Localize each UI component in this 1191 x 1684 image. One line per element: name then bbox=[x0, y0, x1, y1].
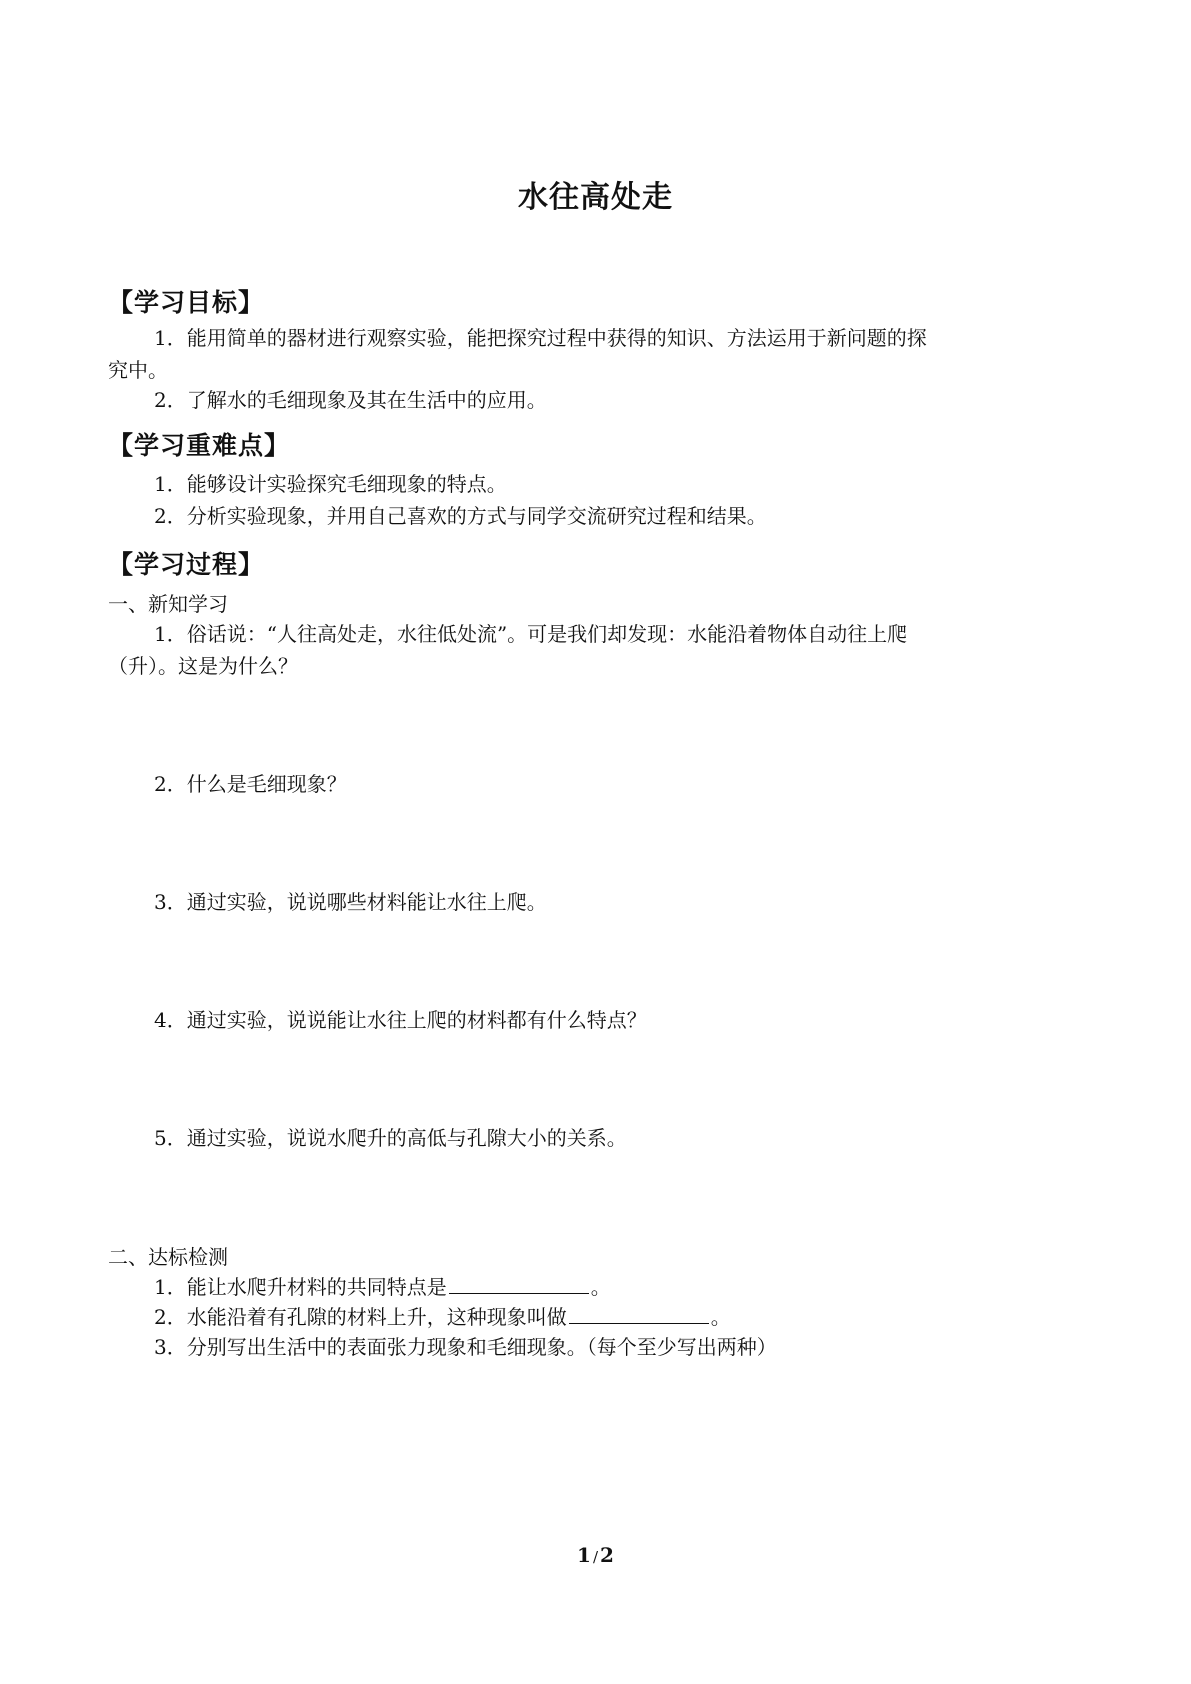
question-2: 2．什么是毛细现象？ bbox=[154, 772, 347, 796]
total-pages: 2 bbox=[600, 1543, 614, 1567]
objective-line-1-cont: 究中。 bbox=[108, 358, 168, 382]
check-question-1 bbox=[154, 1271, 611, 1303]
objective-line-2: 2．了解水的毛细现象及其在生活中的应用。 bbox=[154, 388, 547, 412]
key-point-line-1: 1．能够设计实验探究毛细现象的特点。 bbox=[154, 472, 507, 496]
objective-line-1: 1．能用简单的器材进行观察实验，能把探究过程中获得的知识、方法运用于新问题的探 bbox=[154, 326, 927, 350]
section-heading-key-points: 【学习重难点】 bbox=[108, 431, 291, 460]
section-heading-process: 【学习过程】 bbox=[108, 550, 265, 579]
check-question-1-text: 1．能让水爬升材料的共同特点是 bbox=[154, 1275, 447, 1299]
current-page: 1 bbox=[577, 1543, 591, 1567]
check-question-3: 3．分别写出生活中的表面张力现象和毛细现象。（每个至少写出两种） bbox=[154, 1335, 777, 1359]
key-point-line-2: 2．分析实验现象，并用自己喜欢的方式与同学交流研究过程和结果。 bbox=[154, 504, 767, 528]
question-1-line-2: （升）。这是为什么？ bbox=[108, 654, 298, 678]
page-separator: / bbox=[592, 1548, 599, 1566]
check-question-1-end: 。 bbox=[590, 1275, 611, 1299]
check-question-2-end: 。 bbox=[710, 1305, 731, 1329]
question-1-line-1: 1．俗话说：“人往高处走，水往低处流”。可是我们却发现：水能沿着物体自动往上爬 bbox=[154, 622, 908, 646]
question-3: 3．通过实验，说说哪些材料能让水往上爬。 bbox=[154, 890, 547, 914]
question-4: 4．通过实验，说说能让水往上爬的材料都有什么特点？ bbox=[154, 1008, 647, 1032]
check-question-2 bbox=[154, 1301, 731, 1333]
fill-blank-1[interactable] bbox=[449, 1273, 589, 1294]
part1-title: 一、新知学习 bbox=[108, 592, 228, 616]
page-title: 水往高处走 bbox=[518, 180, 673, 215]
section-heading-objectives: 【学习目标】 bbox=[108, 288, 265, 317]
part2-title: 二、达标检测 bbox=[108, 1245, 228, 1269]
page-number bbox=[0, 1543, 1191, 1567]
check-question-2-text: 2．水能沿着有孔隙的材料上升，这种现象叫做 bbox=[154, 1305, 567, 1329]
fill-blank-2[interactable] bbox=[569, 1303, 709, 1324]
question-5: 5．通过实验，说说水爬升的高低与孔隙大小的关系。 bbox=[154, 1126, 627, 1150]
